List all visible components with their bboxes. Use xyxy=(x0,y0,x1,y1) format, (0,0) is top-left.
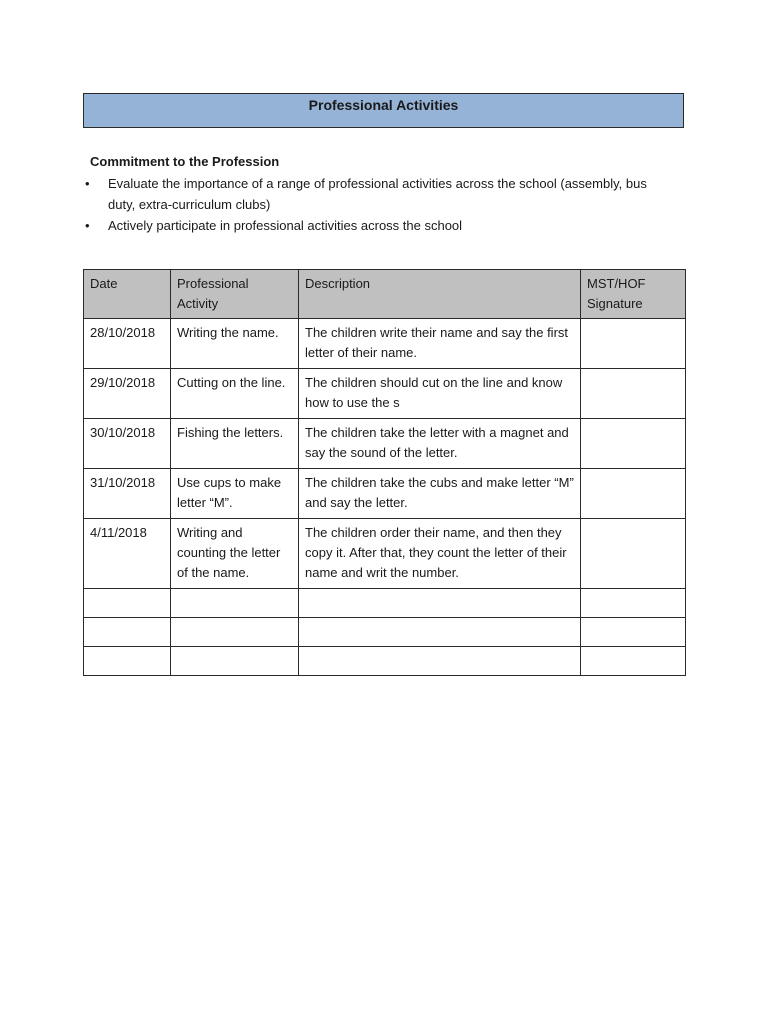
cell-description[interactable] xyxy=(299,647,581,676)
cell-date[interactable] xyxy=(84,618,171,647)
page-title: Professional Activities xyxy=(83,93,684,128)
cell-description: The children take the letter with a magnet and say the sound of the letter. xyxy=(299,419,581,469)
header-date: Date xyxy=(84,270,171,319)
bullet-list xyxy=(85,173,690,236)
table-row xyxy=(84,519,686,589)
bullet-text: Actively participate in professional activities across the school xyxy=(108,218,463,233)
header-description: Description xyxy=(299,270,581,319)
cell-date: 31/10/2018 xyxy=(84,469,171,519)
cell-activity: Use cups to make letter “M”. xyxy=(171,469,299,519)
cell-activity: Fishing the letters. xyxy=(171,419,299,469)
table-row xyxy=(84,369,686,419)
cell-date: 30/10/2018 xyxy=(84,419,171,469)
cell-date[interactable] xyxy=(84,647,171,676)
cell-description: The children take the cubs and make letter “M” and say the letter. xyxy=(299,469,581,519)
bullet-text: Evaluate the importance of a range of professional activities across the school (assembly, bus duty, extra-curriculum clubs) xyxy=(108,176,647,212)
cell-date[interactable] xyxy=(84,589,171,618)
cell-signature[interactable] xyxy=(581,419,686,469)
cell-date: 28/10/2018 xyxy=(84,319,171,369)
table-header-row xyxy=(84,270,686,319)
header-activity: Professional Activity xyxy=(171,270,299,319)
cell-signature[interactable] xyxy=(581,519,686,589)
table-row xyxy=(84,589,686,618)
activities-table xyxy=(83,269,686,676)
cell-activity[interactable] xyxy=(171,618,299,647)
cell-description: The children write their name and say the first letter of their name. xyxy=(299,319,581,369)
cell-activity[interactable] xyxy=(171,589,299,618)
cell-description: The children order their name, and then they copy it. After that, they count the letter of their name and writ the number. xyxy=(299,519,581,589)
table-row xyxy=(84,469,686,519)
cell-activity: Cutting on the line. xyxy=(171,369,299,419)
cell-signature[interactable] xyxy=(581,469,686,519)
table-row xyxy=(84,319,686,369)
table-row xyxy=(84,419,686,469)
section-heading: Commitment to the Profession xyxy=(90,154,280,169)
bullet-marker: • xyxy=(85,176,90,191)
cell-activity: Writing the name. xyxy=(171,319,299,369)
cell-date: 29/10/2018 xyxy=(84,369,171,419)
table-row xyxy=(84,647,686,676)
cell-description: The children should cut on the line and know how to use the s xyxy=(299,369,581,419)
bullet-item xyxy=(85,215,673,236)
cell-signature[interactable] xyxy=(581,319,686,369)
cell-signature[interactable] xyxy=(581,369,686,419)
header-signature: MST/HOF Signature xyxy=(581,270,686,319)
bullet-marker: • xyxy=(85,218,90,233)
table-row xyxy=(84,618,686,647)
cell-description[interactable] xyxy=(299,589,581,618)
bullet-item xyxy=(85,173,673,215)
cell-signature[interactable] xyxy=(581,618,686,647)
cell-signature[interactable] xyxy=(581,589,686,618)
cell-activity: Writing and counting the letter of the name. xyxy=(171,519,299,589)
cell-activity[interactable] xyxy=(171,647,299,676)
cell-description[interactable] xyxy=(299,618,581,647)
commitment-section xyxy=(85,152,690,236)
cell-date: 4/11/2018 xyxy=(84,519,171,589)
cell-signature[interactable] xyxy=(581,647,686,676)
